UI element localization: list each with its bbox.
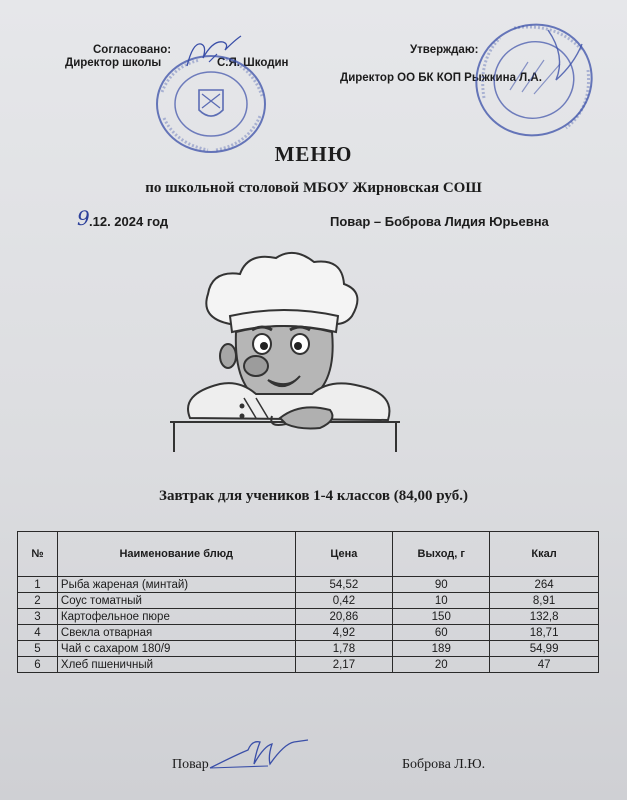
dish-name: Свекла отварная bbox=[57, 625, 295, 641]
table-row bbox=[18, 625, 599, 641]
approval-right-line: Директор ОО БК КОП Рыжкина Л.А. bbox=[340, 72, 542, 84]
cook-line: Повар – Боброва Лидия Юрьевна bbox=[330, 214, 549, 229]
menu-table bbox=[17, 531, 599, 673]
dish-price: 54,52 bbox=[295, 577, 393, 593]
dish-kcal: 8,91 bbox=[490, 593, 599, 609]
header-price: Цена bbox=[295, 532, 393, 577]
dish-name: Рыба жареная (минтай) bbox=[57, 577, 295, 593]
dish-kcal: 132,8 bbox=[490, 609, 599, 625]
cook-signature-mark bbox=[208, 734, 312, 772]
table-row bbox=[18, 593, 599, 609]
approval-left-name: С.Я. Шкодин bbox=[217, 57, 289, 69]
page-title: МЕНЮ bbox=[274, 142, 353, 166]
row-number: 6 bbox=[18, 657, 58, 673]
dish-kcal: 264 bbox=[490, 577, 599, 593]
row-number: 3 bbox=[18, 609, 58, 625]
dish-weight: 10 bbox=[393, 593, 490, 609]
signature-name: Боброва Л.Ю. bbox=[402, 757, 486, 772]
page-subtitle: по школьной столовой МБОУ Жирновская СОШ bbox=[145, 180, 482, 196]
dish-weight: 60 bbox=[393, 625, 490, 641]
director-signature-mark bbox=[183, 32, 243, 72]
dish-name: Соус томатный bbox=[57, 593, 295, 609]
approval-right-heading: Утверждаю: bbox=[410, 44, 479, 56]
table-header-row bbox=[18, 532, 599, 577]
dish-weight: 189 bbox=[393, 641, 490, 657]
dish-price: 1,78 bbox=[295, 641, 393, 657]
table-row bbox=[18, 609, 599, 625]
dish-price: 0,42 bbox=[295, 593, 393, 609]
row-number: 4 bbox=[18, 625, 58, 641]
organization-stamp bbox=[470, 20, 598, 140]
row-number: 5 bbox=[18, 641, 58, 657]
dish-kcal: 47 bbox=[490, 657, 599, 673]
approval-left-role: Директор школы bbox=[65, 57, 162, 69]
dish-kcal: 18,71 bbox=[490, 625, 599, 641]
dish-kcal: 54,99 bbox=[490, 641, 599, 657]
header-weight: Выход, г bbox=[393, 532, 490, 577]
dish-weight: 20 bbox=[393, 657, 490, 673]
dish-weight: 150 bbox=[393, 609, 490, 625]
dish-name: Хлеб пшеничный bbox=[57, 657, 295, 673]
header-number: № bbox=[18, 532, 58, 577]
table-row bbox=[18, 641, 599, 657]
handwritten-day: 9 bbox=[77, 206, 90, 230]
menu-date: .12. 2024 год bbox=[89, 214, 169, 229]
dish-weight: 90 bbox=[393, 577, 490, 593]
table-row bbox=[18, 577, 599, 593]
dish-name: Картофельное пюре bbox=[57, 609, 295, 625]
dish-price: 20,86 bbox=[295, 609, 393, 625]
table-row bbox=[18, 657, 599, 673]
approval-left-heading: Согласовано: bbox=[93, 44, 172, 56]
dish-price: 2,17 bbox=[295, 657, 393, 673]
meal-heading: Завтрак для учеников 1-4 классов (84,00 руб.) bbox=[159, 488, 468, 504]
row-number: 1 bbox=[18, 577, 58, 593]
dish-price: 4,92 bbox=[295, 625, 393, 641]
signature-label: Повар bbox=[172, 757, 209, 772]
chef-illustration bbox=[160, 248, 410, 458]
row-number: 2 bbox=[18, 593, 58, 609]
header-kcal: Ккал bbox=[490, 532, 599, 577]
dish-name: Чай с сахаром 180/9 bbox=[57, 641, 295, 657]
header-dish-name: Наименование блюд bbox=[57, 532, 295, 577]
